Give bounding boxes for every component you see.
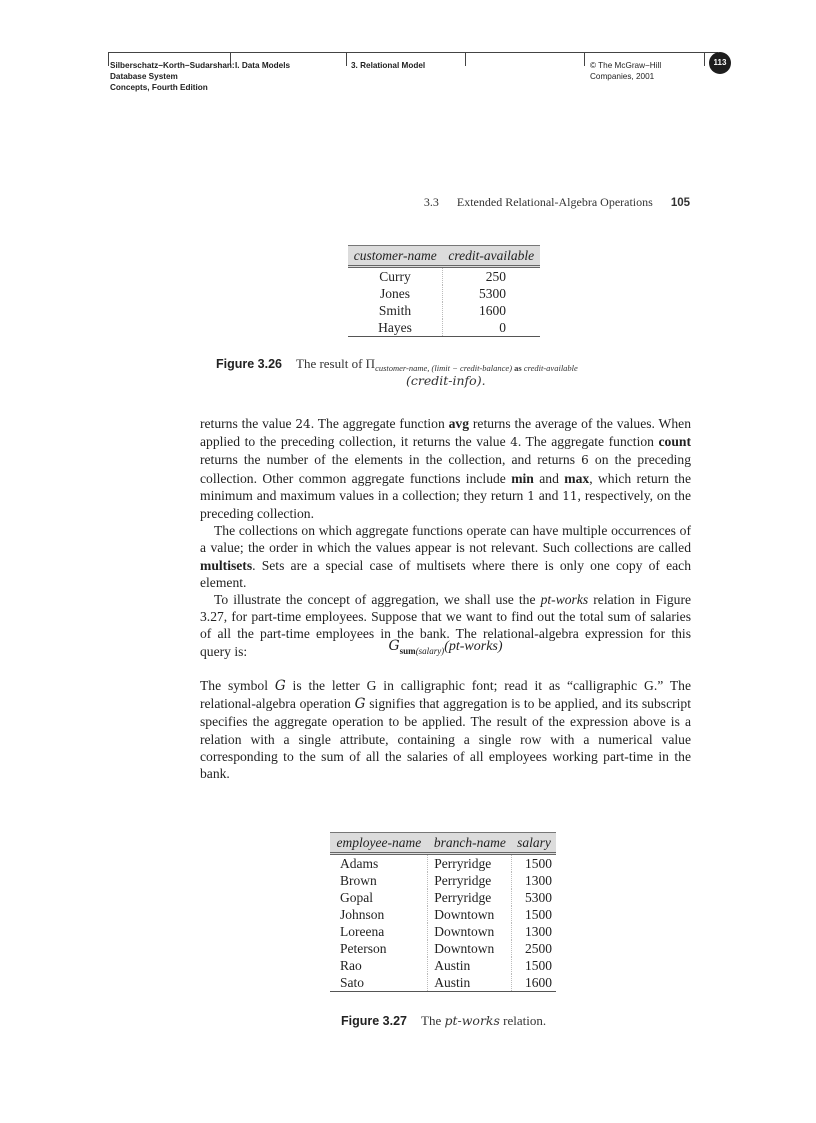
figure-label: Figure 3.27: [341, 1014, 407, 1028]
equation-subscript: [400, 646, 445, 656]
table-row: [330, 974, 556, 992]
aggregation-equation: [200, 638, 691, 656]
caption-text: The result of Π: [296, 356, 376, 371]
table-row: [330, 854, 556, 873]
equation-argument: (pt-works): [444, 639, 503, 654]
text-run: signifies that aggregation is to be applied, and its subscript specifies the aggregate operation to be applied. The result of the expression above is a relation with a single attribute, containing a single row with a numerical value corresponding to the sum of all the salaries of all employees working part-time in the bank.: [200, 696, 691, 782]
table-row: [330, 923, 556, 940]
column-header: customer-name: [348, 246, 443, 267]
keyword-max: max: [564, 470, 590, 486]
column-header: salary: [512, 833, 556, 854]
table-cell: 1300: [512, 872, 556, 889]
column-header: credit-available: [443, 246, 540, 267]
table-cell: Gopal: [340, 890, 373, 905]
caption-text: The: [421, 1013, 445, 1028]
caption-text: relation.: [499, 1013, 547, 1028]
body-text-upper: [200, 415, 691, 660]
body-text-lower: [200, 677, 691, 782]
equation-sum: sum: [399, 645, 416, 656]
text-run: returns the number of the elements in the collection, and returns: [200, 452, 582, 468]
text-run: 4: [510, 435, 518, 450]
table-header-row: [330, 833, 556, 854]
table-cell: 250: [443, 267, 540, 286]
caption-subscript: [375, 363, 578, 373]
relation-name: pt-works: [444, 1013, 500, 1028]
text-run: To illustrate the concept of aggregation, we shall use the: [214, 592, 541, 608]
table-header-row: [348, 246, 540, 267]
table-cell: Brown: [340, 873, 377, 888]
table-cell: 1300: [512, 923, 556, 940]
column-header: branch-name: [428, 833, 512, 854]
running-head: [200, 195, 690, 210]
table-cell: Johnson: [340, 907, 385, 922]
table-cell: Downtown: [428, 906, 512, 923]
text-run: 6: [581, 453, 589, 468]
header-divider: [346, 52, 347, 66]
book-authors: Silberschatz−Korth−Sudarshan:: [110, 61, 235, 70]
table-cell: Austin: [428, 957, 512, 974]
book-title-line: Concepts, Fourth Edition: [110, 83, 208, 92]
figure-label: Figure 3.26: [216, 357, 282, 371]
header-divider: [465, 52, 466, 66]
table-cell: Peterson: [340, 941, 387, 956]
table-row: [330, 957, 556, 974]
table-row: [330, 906, 556, 923]
relation-name: pt-works: [540, 592, 589, 608]
text-run: 24: [295, 417, 311, 431]
text-run: 1: [527, 488, 535, 503]
keyword-multisets: multisets: [200, 557, 253, 573]
text-run: and: [534, 487, 563, 503]
header-rule: [108, 52, 718, 53]
table-cell: Perryridge: [428, 854, 512, 873]
text-run: and: [533, 470, 565, 486]
calligraphic-g-symbol: G: [274, 678, 286, 694]
text-run: returns the value: [200, 416, 296, 431]
table-cell: Loreena: [340, 924, 385, 939]
text-run: . Sets are a special case of multisets where there is only one copy of each element.: [200, 557, 691, 590]
table-row: [348, 302, 540, 319]
publisher-info: [590, 60, 661, 82]
text-run: is the letter G in calligraphic font; read it as “calligraphic G.” The relational-algebra operation: [200, 678, 691, 712]
figure-caption: [341, 1013, 546, 1029]
part-title: I. Data Models: [235, 61, 291, 70]
table-row: [348, 285, 540, 302]
table-cell: 5300: [443, 285, 540, 302]
keyword-count: count: [658, 434, 691, 450]
table-cell: 5300: [512, 889, 556, 906]
book-info: [110, 60, 235, 93]
table-cell: 1500: [512, 906, 556, 923]
page-number: 105: [670, 197, 690, 209]
page-number-badge: 113: [709, 52, 731, 74]
table-cell: Downtown: [428, 940, 512, 957]
calligraphic-g-symbol: G: [354, 696, 366, 713]
book-title-line: Database System: [110, 72, 178, 81]
section-number: 3.3: [423, 195, 439, 209]
calligraphic-g-symbol: G: [388, 638, 400, 654]
table-cell: Smith: [378, 303, 412, 318]
table-cell: Adams: [340, 856, 379, 871]
table-cell: Sato: [330, 974, 428, 992]
text-run: The collections on which aggregate functions operate can have multiple occurrences of a value; the order in which the values appear is not relevant. Such collections are called: [200, 523, 691, 556]
caption-subscript-part: customer-name, (limit − credit-balance): [375, 363, 513, 373]
table-cell: Curry: [379, 269, 411, 284]
publisher-header: [108, 52, 727, 102]
caption-subscript-part: credit-available: [523, 363, 578, 373]
table-cell: Hayes: [348, 319, 443, 337]
text-run: , which return the minimum and maximum values in a collection; they return: [200, 470, 691, 503]
text-run: returns the average of the values. When applied to the preceding collection, it returns the value: [200, 416, 692, 450]
text-run: 11: [562, 488, 578, 503]
header-divider: [108, 52, 109, 66]
table-cell: Perryridge: [428, 889, 512, 906]
table-row: [348, 319, 540, 337]
table-row: [330, 872, 556, 889]
column-header: employee-name: [330, 833, 428, 854]
table-row: [330, 889, 556, 906]
table-cell: 1600: [443, 302, 540, 319]
text-run: The symbol: [200, 678, 275, 693]
table-cell: 1500: [512, 957, 556, 974]
figure-caption: [216, 356, 696, 373]
text-run: , respectively, on the preceding collection.: [200, 487, 692, 522]
table-cell: 1600: [512, 974, 556, 992]
text-run: relation in Figure 3.27, for part-time employees. Suppose that we want to find out the total sum of salaries of all the part-time employees in the bank. The relational-algebra expression for this query is:: [200, 592, 692, 659]
table-cell: Perryridge: [428, 872, 512, 889]
table-cell: 0: [443, 319, 540, 337]
table-row: [348, 267, 540, 286]
paragraph: [200, 677, 691, 782]
pt-works-table: [330, 832, 556, 992]
keyword-avg: avg: [448, 416, 470, 431]
table-cell: 1500: [512, 854, 556, 873]
header-divider: [704, 52, 705, 66]
header-divider: [584, 52, 585, 66]
table-row: [330, 940, 556, 957]
equation-attribute: (salary): [415, 645, 445, 656]
caption-as-keyword: as: [514, 363, 522, 373]
table-cell: 2500: [512, 940, 556, 957]
caption-line-2: (credit-info).: [406, 373, 486, 388]
paragraph: [200, 415, 691, 522]
section-title: Extended Relational-Algebra Operations: [456, 195, 653, 209]
chapter-title: 3. Relational Model: [351, 61, 426, 70]
text-run: on the preceding collection. Other common aggregate functions include: [200, 452, 691, 486]
keyword-min: min: [511, 470, 534, 486]
text-run: . The aggregate function: [310, 416, 449, 431]
table-cell: Rao: [340, 958, 362, 973]
table-cell: Jones: [380, 286, 411, 301]
publisher-line: Companies, 2001: [590, 72, 655, 81]
publisher-line: © The McGraw−Hill: [590, 61, 662, 70]
table-cell: Downtown: [428, 923, 512, 940]
table-cell: Austin: [428, 974, 512, 992]
paragraph: [200, 522, 691, 591]
credit-available-table: [348, 245, 540, 337]
text-run: . The aggregate function: [517, 434, 659, 450]
